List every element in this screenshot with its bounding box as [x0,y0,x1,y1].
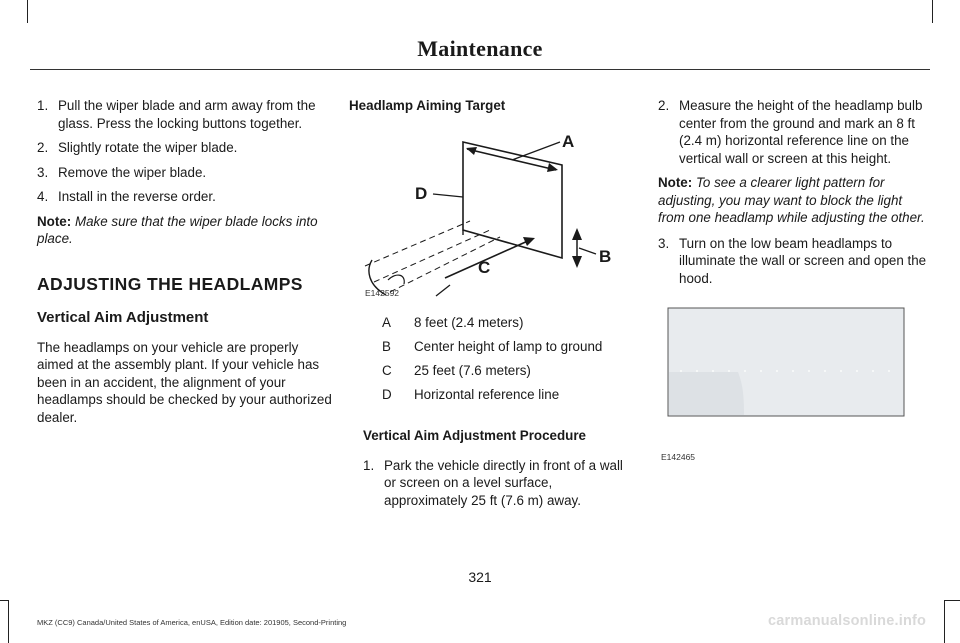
crop-mark-top-left [27,0,28,23]
step-number: 1. [363,457,375,473]
legend-key: C [382,363,392,378]
legend-key: B [382,339,391,354]
step-text: Measure the height of the headlamp bulb center from the ground and mark an 8 ft (2.4 m) horizontal reference line on the vertical wall or screen at this height. [679,98,923,166]
label-d: D [415,184,428,203]
clear-light-note [658,174,930,227]
crop-mark-bottom-right-v [944,600,945,643]
legend-row [382,362,642,386]
legend-text: Horizontal reference line [414,387,560,402]
step-text: Pull the wiper blade and arm away from the glass. Press the locking buttons together. [58,98,316,131]
list-item [658,97,930,167]
crop-mark-top-right [932,0,933,23]
figure-title: Headlamp Aiming Target [349,98,506,113]
legend-text: Center height of lamp to ground [414,339,603,354]
arrow-head [466,147,477,155]
step-number: 4. [37,189,49,204]
step-number: 3. [37,164,49,180]
page-title: Maintenance [417,36,543,61]
legend-key: D [382,387,392,402]
list-item [363,457,635,510]
crop-mark-bottom-right-h [944,600,960,601]
paragraph: The headlamps on your vehicle are properly aimed at the assembly plant. If your vehicle has been in an accident, the alignment of your headlamps should be checked by your authorized dealer. [37,339,332,425]
beam-pattern [669,372,744,415]
watermark: carmanualsonline.info [768,613,927,629]
crop-mark-bottom-left-v [8,600,9,643]
header-divider [30,69,930,70]
column-middle [349,97,634,115]
legend-row [382,314,642,338]
vehicle-headlamp [388,275,404,284]
note-text: Make sure that the wiper blade locks into place. [37,213,318,246]
step-text: Install in the reverse order. [58,189,216,204]
beam-line [365,221,470,266]
note-text: To see a clearer light pattern for adjusting, you may want to block the light from one headlamp while adjusting the other. [658,175,925,225]
leader-line [512,142,560,160]
arrow-head [572,256,582,268]
column-left [37,97,337,434]
step-number: 3. [658,235,670,251]
step-text: Park the vehicle directly in front of a wall or screen on a level surface, approximately 25 ft (7.6 m) away. [384,457,623,508]
headlamp-aiming-diagram [360,120,630,305]
step-number: 1. [37,98,49,113]
light-pattern-figure [660,305,910,465]
step-text: Remove the wiper blade. [58,164,207,180]
reference-line-d [433,194,463,197]
leader-line [579,248,596,254]
note-label: Note: [37,213,72,229]
note-label: Note: [658,175,693,190]
legend-row [382,338,642,362]
column-right [658,97,930,294]
label-c: C [478,258,491,277]
arrow-head [572,228,582,240]
step-number: 2. [37,140,49,155]
label-b: B [599,247,612,266]
list-item [37,188,337,206]
footer-text: MKZ (CC9) Canada/United States of America, enUSA, Edition date: 201905, Second-Printing [37,618,347,627]
step-text: Slightly rotate the wiper blade. [58,140,238,155]
list-item [658,235,930,288]
crop-mark-bottom-left-h [0,600,9,601]
ground-line [436,285,450,296]
label-a: A [562,132,575,151]
figure-code: E142465 [661,452,696,462]
wiper-note [37,213,337,248]
legend-text: 25 feet (7.6 meters) [414,363,531,378]
figure-code: E142592 [365,288,400,298]
step-text: Turn on the low beam headlamps to illuminate the wall or screen and open the hood. [679,235,927,286]
subheading: Vertical Aim Adjustment [37,309,209,326]
page-number: 321 [468,569,492,585]
list-item [37,97,337,132]
legend-key: A [382,315,391,330]
dimension-a-arrow [467,149,556,170]
procedure-block [363,415,635,516]
section-heading: ADJUSTING THE HEADLAMPS [37,273,303,294]
procedure-title: Vertical Aim Adjustment Procedure [363,428,586,443]
figure-legend [382,314,642,410]
list-item [37,164,337,182]
legend-text: 8 feet (2.4 meters) [414,315,524,330]
list-item [37,139,337,157]
legend-row [382,386,642,410]
step-number: 2. [658,98,670,113]
